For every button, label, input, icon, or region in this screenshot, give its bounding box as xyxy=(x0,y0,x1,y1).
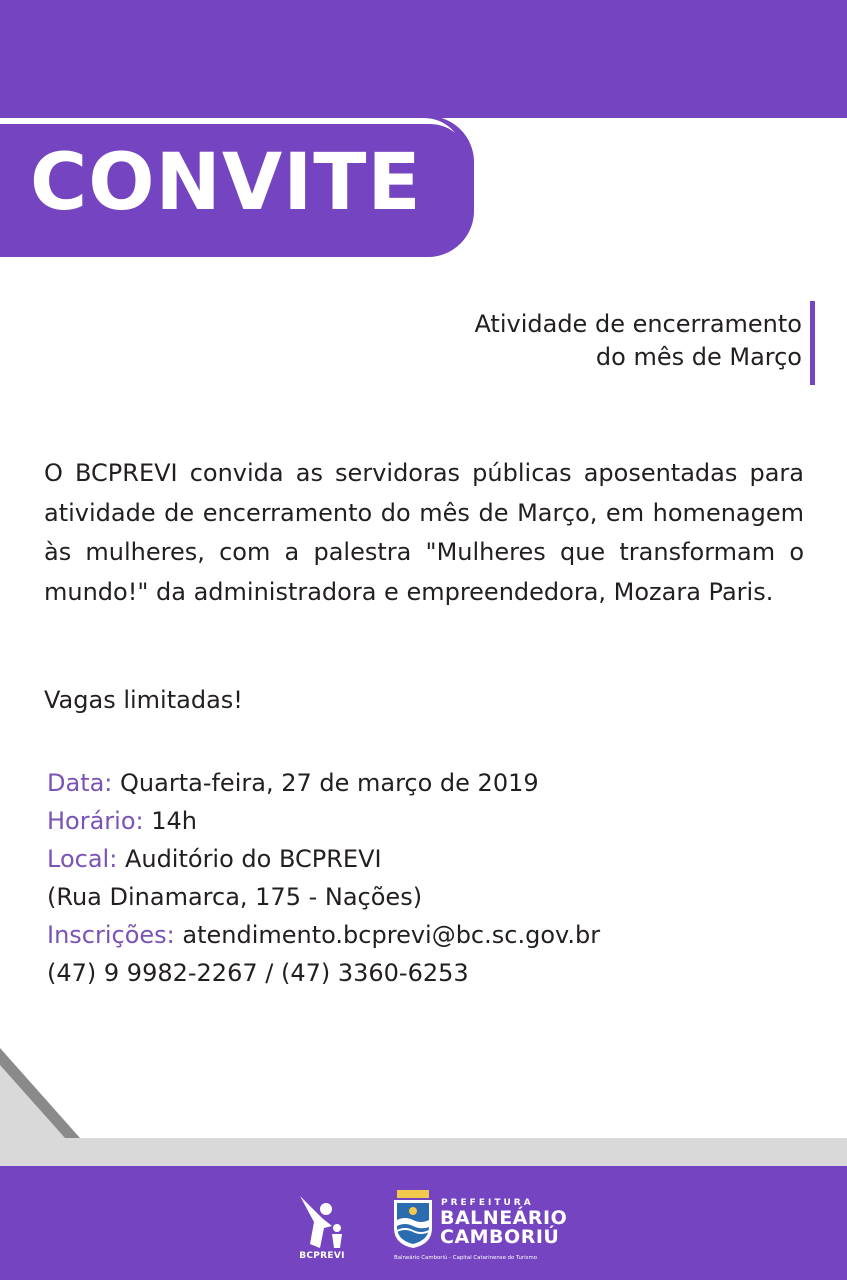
subtitle-line-1: Atividade de encerramento xyxy=(474,310,802,338)
registration-email[interactable]: atendimento.bcprevi@bc.sc.gov.br xyxy=(182,921,601,949)
limited-seats-note: Vagas limitadas! xyxy=(44,686,243,714)
header-band xyxy=(0,0,847,118)
corner-decoration-light xyxy=(0,1065,65,1138)
time-value: 14h xyxy=(151,807,197,835)
bcprevi-logo-text: BCPREVI xyxy=(299,1251,345,1261)
time-row xyxy=(47,802,600,840)
prefeitura-label: PREFEITURA xyxy=(441,1198,534,1208)
city-name-line-2: CAMBORIÚ xyxy=(440,1226,560,1248)
registration-row xyxy=(47,916,600,954)
registration-label: Inscrições: xyxy=(47,921,175,949)
footer-gray-strip xyxy=(0,1138,847,1166)
location-value: Auditório do BCPREVI xyxy=(124,845,382,873)
date-label: Data: xyxy=(47,769,113,797)
subtitle-line-2: do mês de Março xyxy=(595,343,802,371)
time-label: Horário: xyxy=(47,807,144,835)
phone-row: (47) 9 9982-2267 / (47) 3360-6253 xyxy=(47,959,469,987)
city-name-line-1: BALNEÁRIO xyxy=(440,1207,568,1229)
location-label: Local: xyxy=(47,845,118,873)
event-details xyxy=(47,764,600,992)
city-crest-icon xyxy=(391,1190,435,1250)
invitation-paragraph: O BCPREVI convida as servidoras públicas aposentadas para atividade de encerramento do mês de Março, em homenagem às mulheres, com a palestra "Mulheres que transformam o mundo!" da administradora e empreendedora, Mozara Paris. xyxy=(44,459,804,606)
event-subtitle xyxy=(302,308,802,374)
address-row: (Rua Dinamarca, 175 - Nações) xyxy=(47,883,423,911)
location-row xyxy=(47,840,600,878)
page-title: CONVITE xyxy=(30,138,422,228)
date-value: Quarta-feira, 27 de março de 2019 xyxy=(120,769,539,797)
city-tagline: Balneário Camboriú - Capital Catarinense do Turismo xyxy=(394,1255,537,1261)
subtitle-accent-bar xyxy=(810,301,815,385)
date-row xyxy=(47,764,600,802)
